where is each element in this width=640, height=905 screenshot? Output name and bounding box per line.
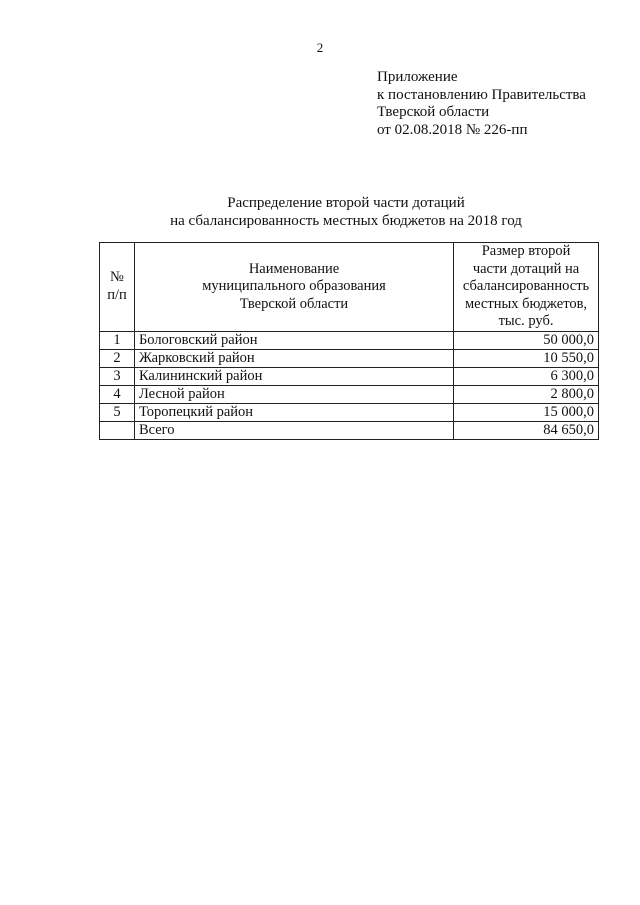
header-text: Размер второй [481,243,571,259]
header-amount [454,243,599,332]
header-number [100,243,135,332]
header-text: п/п [107,286,127,303]
header-text: сбалансированность [462,278,590,294]
table-row [100,385,599,403]
row-number: 3 [100,367,135,385]
header-name [134,243,453,332]
appendix-line: к постановлению Правительства [377,86,586,103]
header-text: № [110,269,124,286]
distribution-table [99,242,599,440]
title-line: на сбалансированность местных бюджетов на 2018 год [170,212,522,229]
appendix-block [377,69,586,139]
page-number: 2 [316,40,324,55]
total-number [100,421,135,439]
row-amount: 6 300,0 [454,367,599,385]
appendix-line: Приложение [377,69,458,85]
table-row [100,403,599,421]
header-text: местных бюджетов, [464,295,588,312]
row-amount: 2 800,0 [454,385,599,403]
table-row [100,331,599,349]
header-text: тыс. руб. [498,313,554,329]
row-amount: 50 000,0 [454,331,599,349]
row-amount: 10 550,0 [454,349,599,367]
document-title [0,195,640,230]
table-row [100,349,599,367]
row-amount: 15 000,0 [454,403,599,421]
header-text: части дотаций на [472,260,580,277]
row-name: Калининский район [134,367,453,385]
title-line: Распределение второй части дотаций [227,195,465,211]
row-name: Бологовский район [134,331,453,349]
appendix-line: Тверской области [377,104,490,120]
row-number: 2 [100,349,135,367]
row-number: 1 [100,331,135,349]
header-text: Тверской области [239,295,349,312]
header-text: муниципального образования [202,278,386,294]
table-total-row [100,421,599,439]
total-label: Всего [134,421,453,439]
row-number: 4 [100,385,135,403]
total-amount: 84 650,0 [454,421,599,439]
row-name: Жарковский район [134,349,453,367]
table-row [100,367,599,385]
row-number: 5 [100,403,135,421]
row-name: Торопецкий район [134,403,453,421]
row-name: Лесной район [134,385,453,403]
header-text: Наименование [248,260,340,277]
table-header-row [100,243,599,332]
appendix-line: от 02.08.2018 № 226-пп [377,121,528,138]
